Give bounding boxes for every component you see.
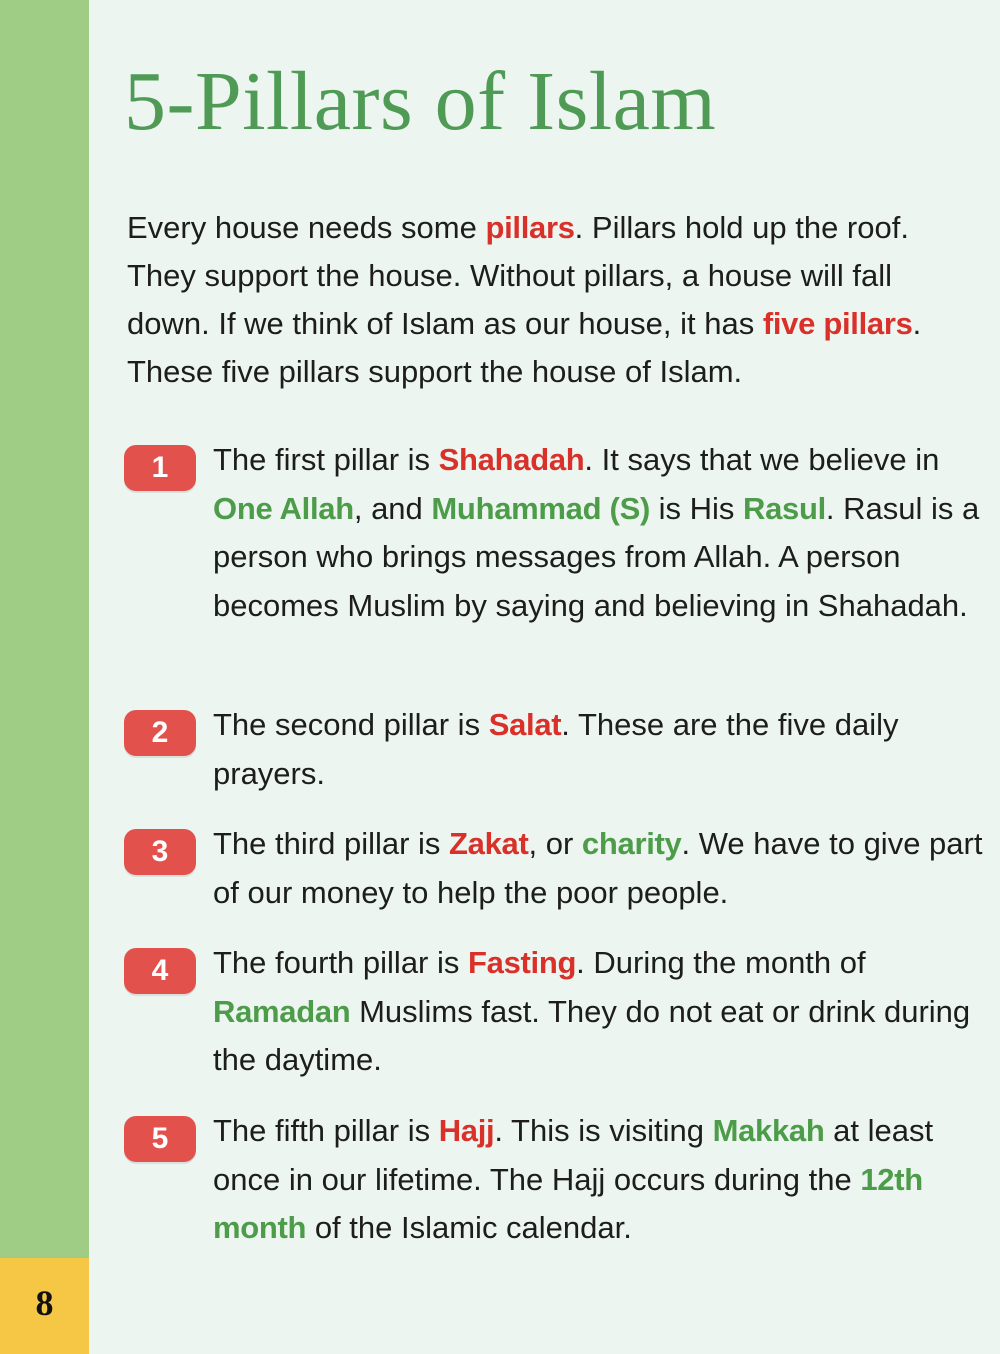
pillar-text — [213, 939, 983, 1085]
text-run: The first pillar is — [213, 442, 439, 477]
page-title: 5-Pillars of Islam — [124, 55, 717, 148]
keyword-pillars: pillars — [485, 210, 575, 245]
text-run: Muslims fast. They do not eat or drink during the daytime. — [213, 993, 971, 1077]
keyword-hajj: Hajj — [438, 1113, 495, 1148]
pillar-text — [213, 820, 983, 917]
keyword-12th-month: 12th month — [213, 1161, 923, 1245]
intro-paragraph — [127, 204, 977, 396]
intro-text: Every house needs some — [127, 210, 486, 245]
intro-text: . These five pillars support the house of Islam. — [127, 306, 922, 389]
number-badge: 4 — [124, 948, 196, 994]
keyword-fasting: Fasting — [468, 945, 577, 980]
keyword-muhammad: Muhammad (S) — [431, 490, 650, 526]
keyword-zakat: Zakat — [449, 826, 529, 861]
text-run: , or — [528, 826, 582, 861]
text-run: The fourth pillar is — [213, 945, 468, 980]
side-color-band — [0, 0, 89, 1258]
text-run: is His — [649, 490, 743, 526]
text-run: The fifth pillar is — [213, 1113, 439, 1148]
pillar-text — [213, 701, 983, 798]
keyword-ramadan: Ramadan — [213, 993, 351, 1029]
text-run: of the Islamic calendar. — [306, 1210, 632, 1245]
keyword-charity: charity — [581, 826, 682, 861]
intro-text: . Pillars hold up the roof. They support the house. Without pillars, a house will fall down. If we think of Islam as our house, it has — [127, 210, 909, 341]
number-badge: 2 — [124, 710, 196, 756]
keyword-shahadah: Shahadah — [438, 442, 585, 477]
page-number: 8 — [35, 1283, 54, 1323]
text-run: at least once in our lifetime. The Hajj occurs during the — [213, 1113, 934, 1197]
text-run: The second pillar is — [213, 707, 489, 742]
text-run: . Rasul is a person who brings messages from Allah. A person becomes Muslim by saying and believing in Shahadah. — [213, 490, 980, 623]
number-badge: 3 — [124, 829, 196, 875]
keyword-five-pillars: five pillars — [762, 306, 913, 341]
number-badge: 1 — [124, 445, 196, 491]
text-run: , and — [353, 490, 432, 526]
text-run: The third pillar is — [213, 826, 450, 861]
keyword-rasul: Rasul — [742, 490, 826, 526]
keyword-makkah: Makkah — [712, 1113, 825, 1148]
pillar-text — [213, 436, 983, 630]
text-run: . It says that we believe in — [584, 442, 940, 477]
keyword-one-allah: One Allah — [213, 490, 354, 526]
pillar-text — [213, 1107, 983, 1253]
text-run: . These are the five daily prayers. — [213, 707, 899, 791]
text-run: . This is visiting — [494, 1113, 713, 1148]
number-badge: 5 — [124, 1116, 196, 1162]
text-run: . We have to give part of our money to help the poor people. — [213, 826, 983, 910]
keyword-salat: Salat — [488, 707, 562, 742]
text-run: . During the month of — [576, 945, 866, 980]
